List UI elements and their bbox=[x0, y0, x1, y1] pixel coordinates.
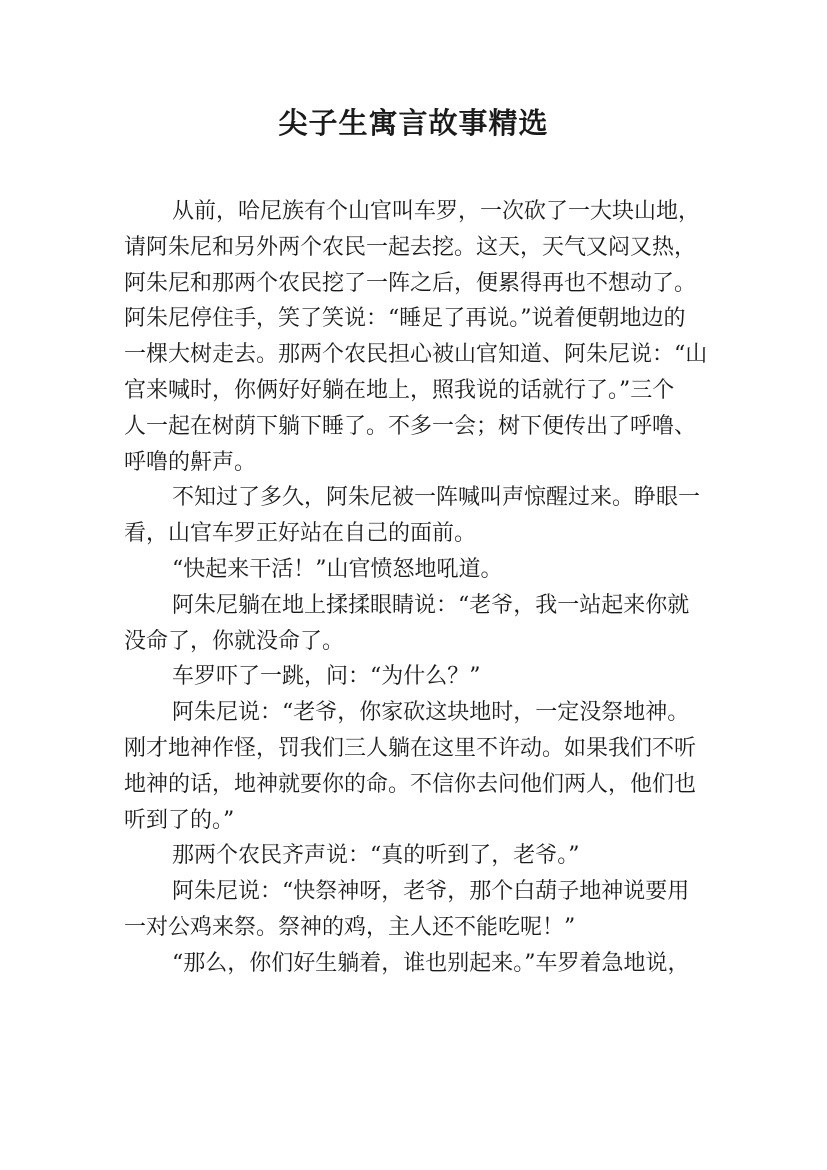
paragraph-line: 阿朱尼说：“快祭神呀，老爷，那个白葫子地神说要用 bbox=[172, 879, 690, 905]
paragraph-line: 阿朱尼说：“老爷，你家砍这块地时，一定没祭地神。 bbox=[172, 700, 690, 726]
paragraph-line: 一棵大树走去。那两个农民担心被山官知道、阿朱尼说：“山 bbox=[124, 342, 708, 368]
paragraph-line: 一对公鸡来祭。祭神的鸡，主人还不能吃呢！” bbox=[124, 914, 576, 940]
paragraph-line: 看，山官车罗正好站在自己的面前。 bbox=[124, 521, 477, 547]
paragraph-line: 呼噜的鼾声。 bbox=[124, 449, 257, 475]
paragraph-line: 阿朱尼躺在地上揉揉眼睛说：“老爷，我一站起来你就 bbox=[172, 592, 690, 618]
paragraph-line: 请阿朱尼和另外两个农民一起去挖。这天，天气又闷又热， bbox=[124, 234, 697, 260]
paragraph-line: 听到了的。” bbox=[124, 807, 235, 833]
paragraph-line: 人一起在树荫下躺下睡了。不多一会；树下便传出了呼噜、 bbox=[124, 413, 697, 439]
paragraph-line: 不知过了多久，阿朱尼被一阵喊叫声惊醒过来。睁眼一 bbox=[172, 485, 701, 511]
paragraph-line: “快起来干活！”山官愤怒地吼道。 bbox=[172, 556, 503, 582]
paragraph-line: 官来喊时，你俩好好躺在地上，照我说的话就行了。”三个 bbox=[124, 377, 675, 403]
paragraph-line: 阿朱尼停住手，笑了笑说：“睡足了再说。”说着便朝地边的 bbox=[124, 306, 686, 332]
paragraph-line: 那两个农民齐声说：“真的听到了，老爷。” bbox=[172, 843, 580, 869]
paragraph-line: 从前，哈尼族有个山官叫车罗，一次砍了一大块山地， bbox=[172, 199, 701, 224]
paragraph-line: “那么，你们好生躺着，谁也别起来。”车罗着急地说， bbox=[172, 950, 690, 976]
document-title: 尖子生寓言故事精选 bbox=[278, 106, 549, 140]
paragraph-line: 刚才地神作怪，罚我们三人躺在这里不许动。如果我们不听 bbox=[124, 735, 697, 761]
paragraph-line: 没命了，你就没命了。 bbox=[124, 628, 345, 654]
paragraph-line: 地神的话，地神就要你的命。不信你去问他们两人，他们也 bbox=[124, 771, 697, 797]
document-body bbox=[124, 194, 724, 982]
paragraph-line: 车罗吓了一跳，问：“为什么？” bbox=[172, 664, 481, 690]
paragraph-line: 阿朱尼和那两个农民挖了一阵之后，便累得再也不想动了。 bbox=[124, 270, 697, 296]
